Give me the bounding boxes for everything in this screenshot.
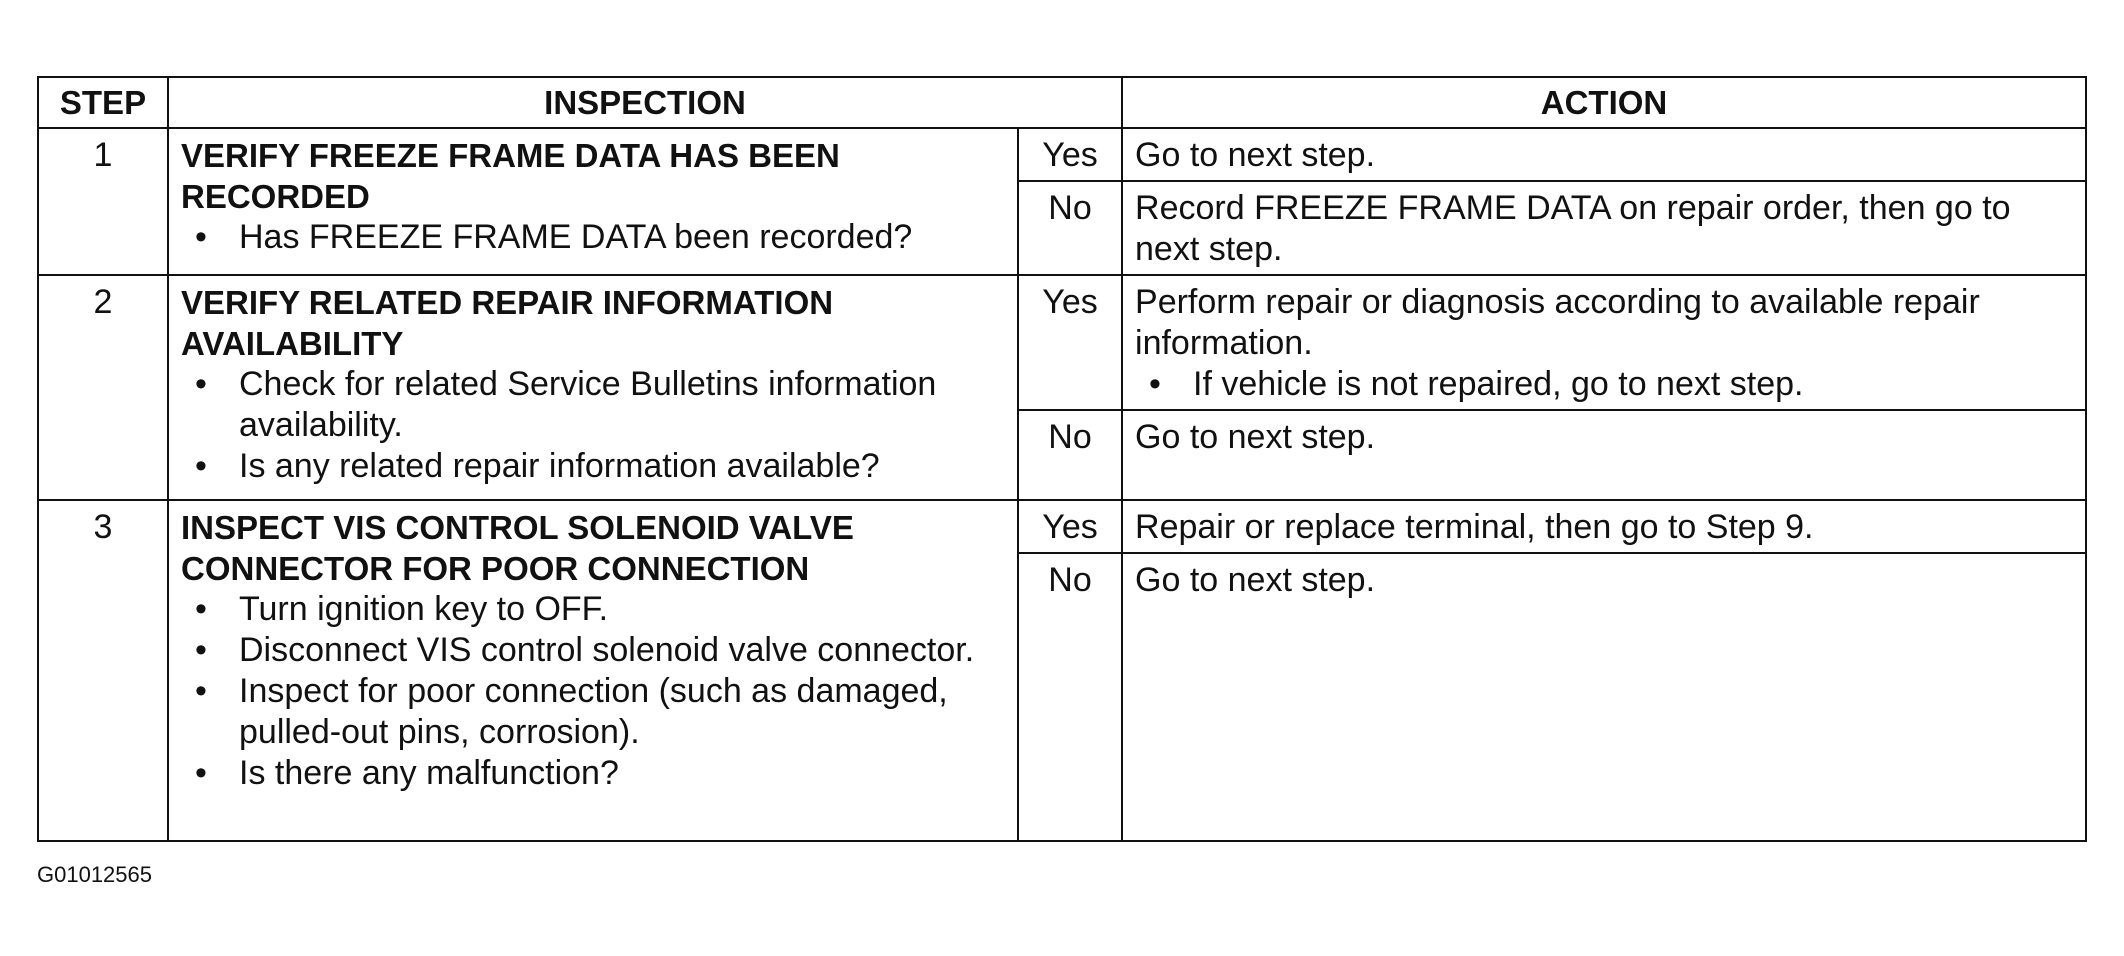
action-bullets xyxy=(1135,364,2075,405)
header-row xyxy=(38,77,2086,128)
inspection-title: VERIFY RELATED REPAIR INFORMATION AVAILABILITY xyxy=(181,284,834,362)
inspection-bullet: • Check for related Service Bulletins information availability. xyxy=(181,364,1007,446)
inspection-cell xyxy=(168,275,1018,500)
no-label: No xyxy=(1018,553,1122,841)
inspection-bullet: • Disconnect VIS control solenoid valve connector. xyxy=(181,630,1007,671)
yes-label: Yes xyxy=(1018,128,1122,181)
step-number: 2 xyxy=(38,275,168,500)
diagnostic-table xyxy=(37,76,2087,842)
inspection-bullets xyxy=(181,364,1007,487)
no-label: No xyxy=(1018,410,1122,500)
step-number: 1 xyxy=(38,128,168,275)
inspection-cell xyxy=(168,500,1018,841)
yes-action: Perform repair or diagnosis according to available repair information. xyxy=(1135,283,1980,362)
table-row xyxy=(38,500,2086,553)
yes-action: Go to next step. xyxy=(1122,128,2086,181)
inspection-bullet: • Is any related repair information available? xyxy=(181,446,1007,487)
inspection-bullet: • Is there any malfunction? xyxy=(181,753,1007,794)
no-label: No xyxy=(1018,181,1122,275)
header-step: STEP xyxy=(38,77,168,128)
figure-id: G01012565 xyxy=(37,862,152,887)
inspection-bullet: • Inspect for poor connection (such as damaged, pulled-out pins, corrosion). xyxy=(181,671,1007,753)
inspection-bullets xyxy=(181,589,1007,794)
action-bullet: • If vehicle is not repaired, go to next step. xyxy=(1135,364,2075,405)
table-row xyxy=(38,275,2086,410)
inspection-bullets xyxy=(181,217,1007,258)
inspection-bullet: • Has FREEZE FRAME DATA been recorded? xyxy=(181,217,1007,258)
header-inspection: INSPECTION xyxy=(168,77,1122,128)
no-action: Record FREEZE FRAME DATA on repair order, then go to next step. xyxy=(1122,181,2086,275)
table-row xyxy=(38,128,2086,181)
yes-action-cell xyxy=(1122,275,2086,410)
yes-action: Repair or replace terminal, then go to Step 9. xyxy=(1122,500,2086,553)
no-action: Go to next step. xyxy=(1122,410,2086,500)
inspection-cell xyxy=(168,128,1018,275)
header-action: ACTION xyxy=(1122,77,2086,128)
inspection-title: VERIFY FREEZE FRAME DATA HAS BEEN RECORDED xyxy=(181,137,840,215)
yes-label: Yes xyxy=(1018,275,1122,410)
inspection-bullet: • Turn ignition key to OFF. xyxy=(181,589,1007,630)
yes-label: Yes xyxy=(1018,500,1122,553)
no-action: Go to next step. xyxy=(1122,553,2086,841)
inspection-title: INSPECT VIS CONTROL SOLENOID VALVE CONNECTOR FOR POOR CONNECTION xyxy=(181,509,854,587)
step-number: 3 xyxy=(38,500,168,841)
